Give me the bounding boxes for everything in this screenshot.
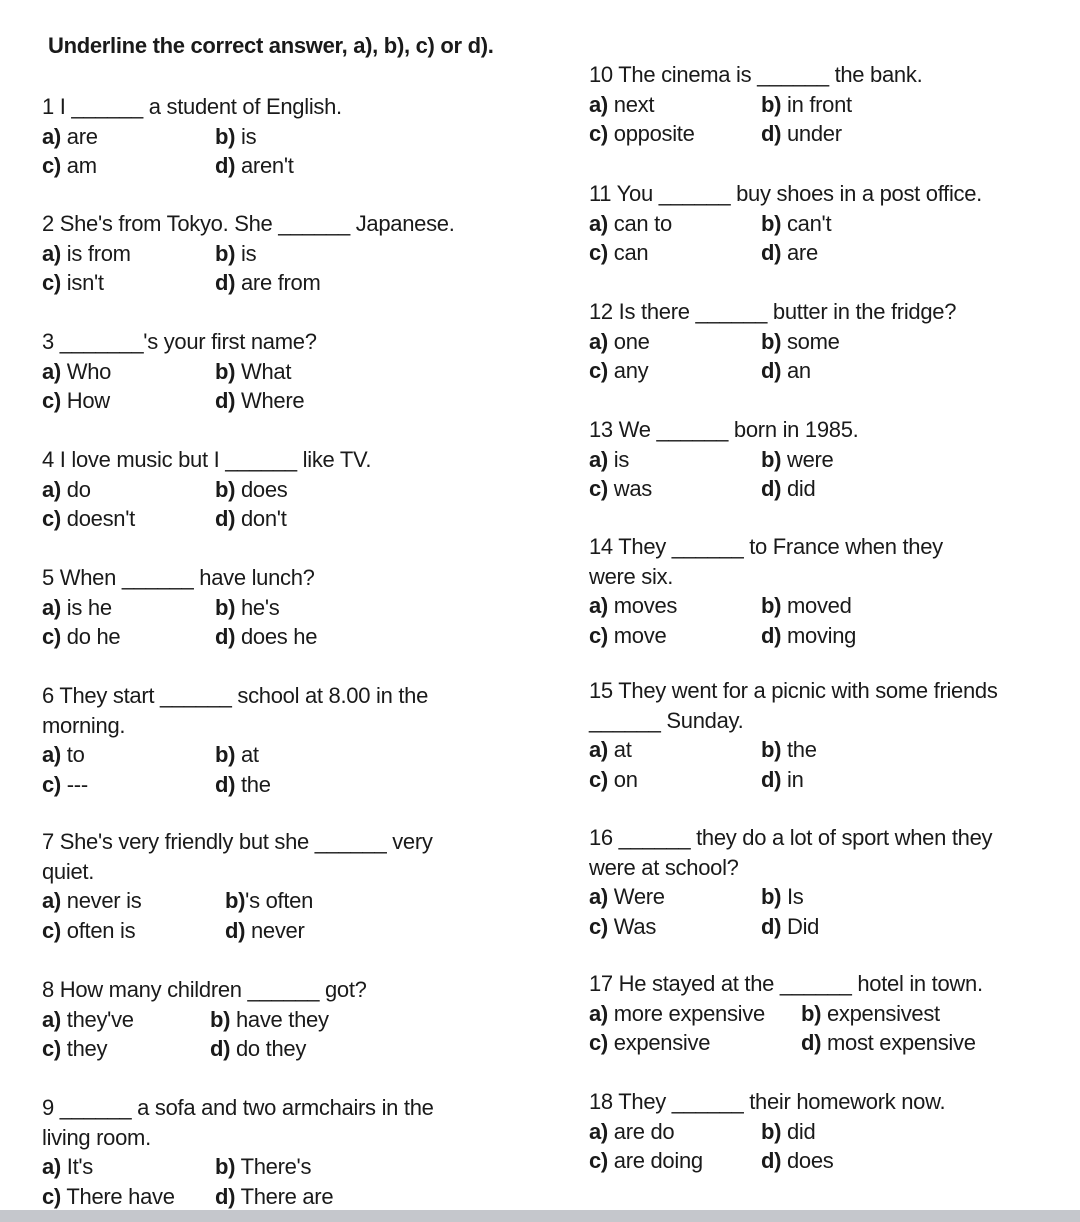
answer-option-b[interactable] (215, 740, 259, 770)
answer-option-a[interactable] (42, 740, 85, 770)
option-text: did (781, 1118, 816, 1144)
option-text: does (235, 476, 288, 502)
option-text: is he (60, 594, 112, 620)
option-letter: a) (42, 594, 61, 620)
answer-option-c[interactable] (589, 119, 695, 149)
answer-option-c[interactable] (589, 1146, 703, 1176)
answer-option-c[interactable] (42, 622, 120, 652)
option-letter: d) (801, 1030, 822, 1055)
question-17 (589, 969, 983, 1058)
instructions-heading: Underline the correct answer, a), b), c) or d). (48, 33, 494, 58)
option-letter: d) (215, 1183, 236, 1209)
answer-option-a[interactable] (589, 999, 765, 1029)
option-row (42, 122, 342, 152)
option-text: are doing (607, 1148, 703, 1173)
option-letter: a) (42, 240, 61, 266)
option-text: in front (781, 91, 852, 117)
option-letter: a) (42, 888, 61, 913)
answer-option-b[interactable] (761, 1117, 815, 1147)
option-letter: b) (210, 1006, 231, 1032)
option-letter: b) (761, 91, 782, 117)
question-18 (589, 1087, 945, 1176)
answer-option-d[interactable] (210, 1034, 306, 1064)
option-text: more expensive (607, 1000, 765, 1026)
option-text: Where (235, 388, 305, 413)
option-text: have they (230, 1006, 329, 1032)
option-text: is (607, 446, 630, 472)
question-stem: were at school? (589, 854, 739, 880)
option-letter: b) (215, 476, 236, 502)
option-letter: c) (589, 913, 608, 939)
option-text: at (235, 742, 259, 767)
option-text: the (235, 771, 271, 797)
option-row (589, 912, 992, 942)
question-stem: 18 They ______ their homework now. (589, 1089, 946, 1114)
option-text: doesn't (60, 506, 135, 531)
answer-option-a[interactable] (589, 209, 672, 239)
option-text: Who (60, 358, 112, 384)
answer-option-a[interactable] (42, 122, 98, 152)
question-stem: 7 She's very friendly but she ______ very (42, 829, 433, 854)
option-letter: c) (589, 358, 608, 383)
option-letter: d) (225, 917, 246, 943)
option-letter: c) (42, 624, 61, 649)
option-letter: c) (42, 771, 61, 797)
question-1 (42, 92, 342, 181)
option-row (589, 356, 956, 386)
answer-option-a[interactable] (42, 1152, 93, 1182)
option-letter: d) (210, 1036, 231, 1061)
option-row (42, 357, 317, 387)
question-stem: 6 They start ______ school at 8.00 in the (42, 683, 429, 708)
answer-option-d[interactable] (215, 151, 294, 181)
question-stem: quiet. (42, 858, 95, 884)
question-stem: living room. (42, 1124, 151, 1150)
answer-option-a[interactable] (42, 239, 131, 269)
option-letter: a) (42, 358, 61, 384)
option-letter: c) (589, 476, 608, 501)
option-letter: b) (761, 210, 782, 236)
option-letter: d) (215, 771, 236, 797)
option-row (589, 735, 998, 765)
option-text: There's (235, 1154, 312, 1179)
option-row (42, 239, 455, 269)
answer-option-c[interactable] (589, 912, 656, 942)
answer-option-a[interactable] (589, 735, 632, 765)
answer-option-b[interactable] (761, 209, 831, 239)
option-letter: d) (761, 766, 782, 792)
option-letter: d) (215, 624, 236, 649)
question-stem: 8 How many children ______ got? (42, 977, 367, 1002)
option-letter: a) (589, 328, 608, 354)
option-letter: b) (215, 358, 236, 384)
option-letter: b) (761, 737, 782, 762)
question-12 (589, 297, 956, 386)
option-letter: d) (761, 913, 782, 939)
option-letter: b) (215, 1154, 236, 1179)
option-letter: a) (42, 476, 61, 502)
option-letter: b) (761, 1118, 782, 1144)
option-text: on (607, 766, 638, 792)
answer-option-b[interactable] (215, 357, 291, 387)
answer-option-a[interactable] (589, 1117, 674, 1147)
question-stem: 4 I love music but I ______ like TV. (42, 447, 372, 472)
option-text: It's (60, 1154, 94, 1179)
answer-option-b[interactable] (215, 239, 256, 269)
option-letter: a) (42, 742, 61, 767)
answer-option-b[interactable] (761, 327, 840, 357)
option-text: Is (781, 884, 804, 909)
option-row (42, 1034, 367, 1064)
question-stem: 9 ______ a sofa and two armchairs in the (42, 1095, 434, 1120)
option-letter: d) (215, 506, 236, 531)
option-text: are do (607, 1118, 675, 1144)
option-text: How (60, 388, 110, 413)
option-letter: b) (225, 888, 246, 913)
option-row (42, 504, 371, 534)
option-text: isn't (60, 270, 104, 295)
option-text: does (781, 1148, 834, 1173)
question-6 (42, 681, 428, 799)
answer-option-d[interactable] (215, 386, 304, 416)
question-stem: were six. (589, 563, 674, 589)
option-letter: c) (42, 153, 61, 178)
answer-option-c[interactable] (42, 268, 104, 298)
option-letter: a) (589, 1000, 608, 1026)
option-letter: c) (589, 240, 608, 265)
answer-option-b[interactable] (215, 475, 288, 505)
option-letter: d) (761, 121, 782, 146)
option-letter: b) (761, 328, 782, 354)
option-text: can't (781, 210, 832, 236)
answer-option-d[interactable] (761, 356, 811, 386)
option-text: opposite (607, 121, 695, 146)
option-text: some (781, 328, 840, 354)
answer-option-b[interactable] (761, 90, 852, 120)
question-3 (42, 327, 317, 416)
answer-option-c[interactable] (42, 916, 135, 946)
answer-option-c[interactable] (42, 386, 110, 416)
answer-option-a[interactable] (42, 475, 91, 505)
option-text: aren't (235, 153, 294, 178)
option-row (589, 445, 858, 475)
option-letter: b) (761, 593, 782, 618)
option-text: never is (60, 888, 142, 913)
question-stem: 5 When ______ have lunch? (42, 565, 315, 590)
answer-option-a[interactable] (42, 886, 141, 916)
option-text: is from (60, 240, 131, 266)
option-text: There have (60, 1183, 175, 1209)
option-row (589, 1146, 945, 1176)
option-text: moves (607, 593, 678, 618)
option-letter: b) (215, 123, 236, 149)
option-text: are from (235, 270, 321, 295)
option-letter: a) (589, 1118, 608, 1144)
option-letter: c) (42, 388, 61, 413)
option-letter: c) (42, 506, 61, 531)
option-row (589, 1117, 945, 1147)
option-text: What (235, 358, 292, 384)
option-letter: a) (589, 91, 608, 117)
question-stem: 12 Is there ______ butter in the fridge? (589, 299, 957, 324)
bottom-scroll-edge (0, 1210, 1080, 1222)
option-letter: b) (761, 446, 782, 472)
answer-option-a[interactable] (589, 591, 677, 621)
option-letter: c) (589, 1148, 608, 1173)
answer-option-a[interactable] (589, 327, 650, 357)
answer-option-a[interactable] (589, 445, 629, 475)
option-letter: d) (215, 270, 236, 295)
option-text: 's often (245, 888, 314, 913)
option-row (589, 209, 982, 239)
question-8 (42, 975, 367, 1064)
option-letter: c) (42, 917, 61, 943)
question-15 (589, 676, 998, 794)
option-letter: a) (42, 123, 61, 149)
question-14 (589, 532, 943, 650)
option-text: Were (607, 884, 665, 909)
question-stem: 15 They went for a picnic with some friends (589, 678, 998, 703)
option-letter: b) (761, 884, 782, 909)
option-letter: c) (589, 121, 608, 146)
option-text: expensivest (821, 1000, 940, 1026)
option-text: don't (235, 506, 287, 531)
option-letter: c) (42, 1183, 61, 1209)
answer-option-c[interactable] (589, 474, 652, 504)
answer-option-c[interactable] (42, 1034, 107, 1064)
option-text: do he (60, 624, 121, 649)
option-text: are (781, 240, 818, 265)
option-text: the (781, 737, 817, 762)
answer-option-a[interactable] (42, 357, 111, 387)
answer-option-b[interactable] (210, 1005, 329, 1035)
question-13 (589, 415, 858, 504)
option-letter: d) (761, 358, 782, 383)
option-text: does he (235, 624, 318, 649)
answer-option-d[interactable] (215, 1182, 333, 1212)
question-stem: 17 He stayed at the ______ hotel in town. (589, 971, 983, 996)
question-4 (42, 445, 371, 534)
answer-option-d[interactable] (215, 622, 317, 652)
option-row (42, 770, 428, 800)
answer-option-a[interactable] (42, 1005, 134, 1035)
question-stem: 13 We ______ born in 1985. (589, 417, 859, 442)
option-row (589, 474, 858, 504)
answer-option-d[interactable] (215, 770, 271, 800)
option-letter: d) (215, 388, 236, 413)
option-letter: c) (589, 622, 608, 648)
option-letter: c) (42, 1036, 61, 1061)
option-text: one (607, 328, 650, 354)
answer-option-d[interactable] (225, 916, 305, 946)
answer-option-d[interactable] (215, 504, 287, 534)
answer-option-b[interactable] (761, 735, 817, 765)
option-letter: d) (215, 153, 236, 178)
question-2 (42, 209, 455, 298)
option-row (589, 765, 998, 795)
answer-option-c[interactable] (589, 238, 648, 268)
option-text: moved (781, 593, 852, 618)
answer-option-b[interactable] (225, 886, 313, 916)
option-text: were (781, 446, 834, 472)
answer-option-b[interactable] (761, 445, 833, 475)
answer-option-a[interactable] (589, 90, 654, 120)
answer-option-c[interactable] (42, 770, 88, 800)
question-11 (589, 179, 982, 268)
answer-option-c[interactable] (589, 621, 666, 651)
option-letter: d) (761, 1148, 782, 1173)
question-stem: 14 They ______ to France when they (589, 534, 943, 559)
option-text: --- (60, 771, 88, 797)
option-row (589, 591, 943, 621)
answer-option-d[interactable] (761, 912, 819, 942)
option-row (42, 1005, 367, 1035)
option-row (42, 386, 317, 416)
question-stem: 3 _______'s your first name? (42, 329, 317, 354)
option-letter: a) (42, 1006, 61, 1032)
option-text: expensive (607, 1030, 711, 1055)
option-text: is (235, 240, 257, 266)
option-text: moving (781, 622, 857, 648)
option-text: can to (607, 210, 672, 236)
option-letter: b) (215, 594, 236, 620)
question-stem: ______ Sunday. (589, 707, 744, 733)
option-letter: a) (589, 593, 608, 618)
answer-option-b[interactable] (761, 591, 852, 621)
question-7 (42, 827, 433, 945)
option-text: any (607, 358, 649, 383)
option-row (42, 886, 433, 916)
option-text: most expensive (821, 1030, 976, 1055)
option-row (589, 119, 922, 149)
answer-option-b[interactable] (215, 593, 279, 623)
option-row (42, 1182, 434, 1212)
option-row (42, 916, 433, 946)
option-text: at (607, 737, 632, 762)
option-row (589, 238, 982, 268)
option-text: they've (60, 1006, 134, 1032)
answer-option-b[interactable] (215, 1152, 311, 1182)
option-text: do (60, 476, 91, 502)
option-text: do they (230, 1036, 307, 1061)
option-row (42, 1152, 434, 1182)
option-letter: a) (589, 210, 608, 236)
option-row (42, 593, 315, 623)
answer-option-d[interactable] (761, 474, 815, 504)
question-stem: 11 You ______ buy shoes in a post office. (589, 181, 982, 206)
option-text: Was (607, 913, 657, 939)
option-letter: d) (761, 622, 782, 648)
question-5 (42, 563, 318, 652)
option-letter: d) (761, 240, 782, 265)
question-9 (42, 1093, 434, 1211)
question-10 (589, 60, 922, 149)
answer-option-c[interactable] (42, 1182, 175, 1212)
option-text: next (607, 91, 655, 117)
option-text: is (235, 123, 257, 149)
answer-option-b[interactable] (215, 122, 256, 152)
question-stem: 16 ______ they do a lot of sport when they (589, 825, 993, 850)
option-letter: d) (761, 476, 782, 501)
answer-option-c[interactable] (589, 1028, 710, 1058)
answer-option-a[interactable] (42, 593, 112, 623)
option-text: There are (235, 1183, 334, 1209)
answer-option-b[interactable] (761, 882, 804, 912)
option-letter: c) (589, 1030, 608, 1055)
option-text: often is (60, 917, 136, 943)
option-text: he's (235, 594, 280, 620)
question-stem: morning. (42, 712, 126, 738)
option-letter: a) (589, 446, 608, 472)
answer-option-c[interactable] (589, 765, 638, 795)
answer-option-d[interactable] (801, 1028, 976, 1058)
option-text: can (607, 240, 649, 265)
answer-option-d[interactable] (761, 765, 804, 795)
option-row (42, 151, 342, 181)
option-text: are (60, 123, 98, 149)
option-row (589, 621, 943, 651)
question-stem: 2 She's from Tokyo. She ______ Japanese. (42, 211, 455, 236)
answer-option-d[interactable] (761, 1146, 834, 1176)
answer-option-b[interactable] (801, 999, 940, 1029)
option-row (589, 882, 992, 912)
option-text: move (607, 622, 667, 648)
option-text: an (781, 358, 811, 383)
option-row (589, 327, 956, 357)
option-row (42, 268, 455, 298)
option-text: am (60, 153, 97, 178)
option-letter: b) (215, 742, 236, 767)
option-text: was (607, 476, 653, 501)
option-row (589, 90, 922, 120)
option-row (42, 475, 371, 505)
option-row (42, 622, 318, 652)
answer-option-c[interactable] (589, 356, 648, 386)
option-text: did (781, 476, 816, 501)
option-letter: c) (589, 766, 608, 792)
answer-option-d[interactable] (761, 119, 842, 149)
question-16 (589, 823, 992, 941)
option-letter: b) (215, 240, 236, 266)
answer-option-c[interactable] (42, 151, 97, 181)
option-letter: b) (801, 1000, 822, 1026)
answer-option-a[interactable] (589, 882, 665, 912)
answer-option-c[interactable] (42, 504, 135, 534)
option-letter: a) (589, 737, 608, 762)
option-text: they (60, 1036, 108, 1061)
option-text: under (781, 121, 842, 146)
option-row (589, 999, 983, 1029)
answer-option-d[interactable] (215, 268, 321, 298)
option-text: never (245, 917, 305, 943)
option-row (42, 740, 428, 770)
answer-option-d[interactable] (761, 621, 856, 651)
question-stem: 10 The cinema is ______ the bank. (589, 62, 923, 87)
option-text: to (60, 742, 85, 767)
option-text: Did (781, 913, 820, 939)
answer-option-d[interactable] (761, 238, 818, 268)
option-letter: a) (589, 884, 608, 909)
option-text: in (781, 766, 804, 792)
question-stem: 1 I ______ a student of English. (42, 94, 342, 119)
option-letter: c) (42, 270, 61, 295)
option-letter: a) (42, 1154, 61, 1179)
option-row (589, 1028, 983, 1058)
